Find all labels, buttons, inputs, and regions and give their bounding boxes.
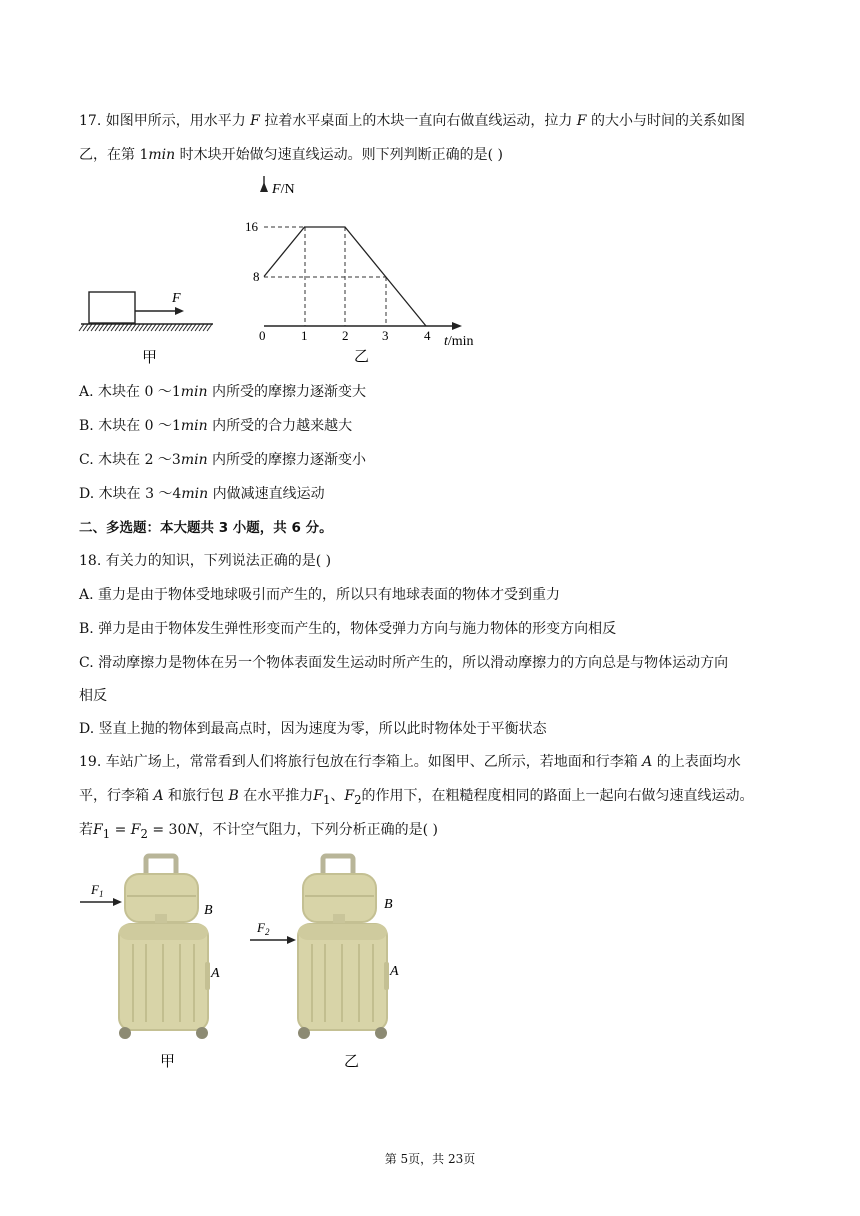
figure-caption-jia: 甲 <box>142 350 158 366</box>
q17-option-b: B. 木块在 0 ～1min 内所受的合力越来越大 <box>79 418 353 434</box>
luggage-figure-jia <box>78 852 238 1077</box>
q17-option-c: C. 木块在 2 ～3min 内所受的摩擦力逐渐变小 <box>79 452 367 468</box>
q17-option-a: A. 木块在 0 ～1min 内所受的摩擦力逐渐变大 <box>79 384 366 400</box>
y-tick-8: 8 <box>253 269 260 284</box>
force-f1-arrow <box>80 898 122 906</box>
x-tick-1: 1 <box>301 328 308 343</box>
figure-caption-yi: 乙 <box>344 1054 360 1070</box>
force-f2-arrow <box>250 936 296 944</box>
q18-option-d: D. 竖直上抛的物体到最高点时，因为速度为零，所以此时物体处于平衡状态 <box>79 721 547 737</box>
guide-lines <box>264 227 386 326</box>
figure-caption-jia: 甲 <box>160 1054 176 1070</box>
figure-caption-yi: 乙 <box>354 349 370 365</box>
q17-stem-line2: 乙，在第 1min 时木块开始做匀速直线运动。则下列判断正确的是( ) <box>79 147 503 163</box>
force-label: F <box>172 291 181 306</box>
label-b: B <box>204 903 213 918</box>
y-axis-arrowhead <box>260 182 268 192</box>
force-time-graph <box>240 176 490 376</box>
label-a: A <box>390 964 399 979</box>
section-heading-multiple-choice: 二、多选题：本大题共 3 小题，共 6 分。 <box>79 520 333 536</box>
y-tick-16: 16 <box>245 219 258 234</box>
q17-stem-line1: 17. 如图甲所示，用水平力 F 拉着水平桌面上的木块一直向右做直线运动，拉力 F 的大小与时间的关系如图 <box>79 113 745 129</box>
q18-option-b: B. 弹力是由于物体发生弹性形变而产生的，物体受弹力方向与施力物体的形变方向相反 <box>79 621 617 637</box>
force-arrowhead <box>175 307 184 315</box>
q18-option-c-line2: 相反 <box>79 688 107 704</box>
label-a: A <box>211 966 220 981</box>
y-axis-label: F/N <box>272 182 295 197</box>
luggage-figure-yi <box>248 852 418 1077</box>
x-tick-2: 2 <box>342 328 349 343</box>
table-hatching <box>79 324 212 331</box>
q18-option-a: A. 重力是由于物体受地球吸引而产生的，所以只有地球表面的物体才受到重力 <box>79 587 561 603</box>
force-f2-label: $F_2$ <box>257 920 270 937</box>
origin-label: 0 <box>259 328 266 343</box>
force-f1-label: $F_1$ <box>91 882 104 899</box>
wooden-block <box>89 292 135 323</box>
x-tick-4: 4 <box>424 328 431 343</box>
block-on-table-figure <box>78 280 218 372</box>
suitcase-a <box>298 914 389 1039</box>
travel-bag-b <box>303 856 376 922</box>
x-tick-3: 3 <box>382 328 389 343</box>
q19-stem-line2: 平，行李箱 A 和旅行包 B 在水平推力$F_1$、$F_2$的作用下，在粗糙程度相同的路面上一起向右做匀速直线运动。 <box>79 788 754 807</box>
x-axis-label: t/min <box>444 334 474 349</box>
q19-stem-line1: 19. 车站广场上，常常看到人们将旅行包放在行李箱上。如图甲、乙所示，若地面和行李箱 A 的上表面均水 <box>79 754 741 770</box>
travel-bag-b <box>125 856 198 922</box>
q17-option-d: D. 木块在 3 ～4min 内做减速直线运动 <box>79 486 325 502</box>
x-axis-arrowhead <box>452 322 462 330</box>
q18-option-c-line1: C. 滑动摩擦力是物体在另一个物体表面发生运动时所产生的，所以滑动摩擦力的方向总是与物体运动方向 <box>79 655 729 671</box>
page-footer: 第 5页，共 23页 <box>384 1152 476 1166</box>
suitcase-a <box>119 914 210 1039</box>
q19-stem-line3: 若$F_1 = F_2 = 30N$，不计空气阻力，下列分析正确的是( ) <box>79 822 438 841</box>
q18-stem: 18. 有关力的知识，下列说法正确的是( ) <box>79 553 332 569</box>
label-b: B <box>384 897 393 912</box>
